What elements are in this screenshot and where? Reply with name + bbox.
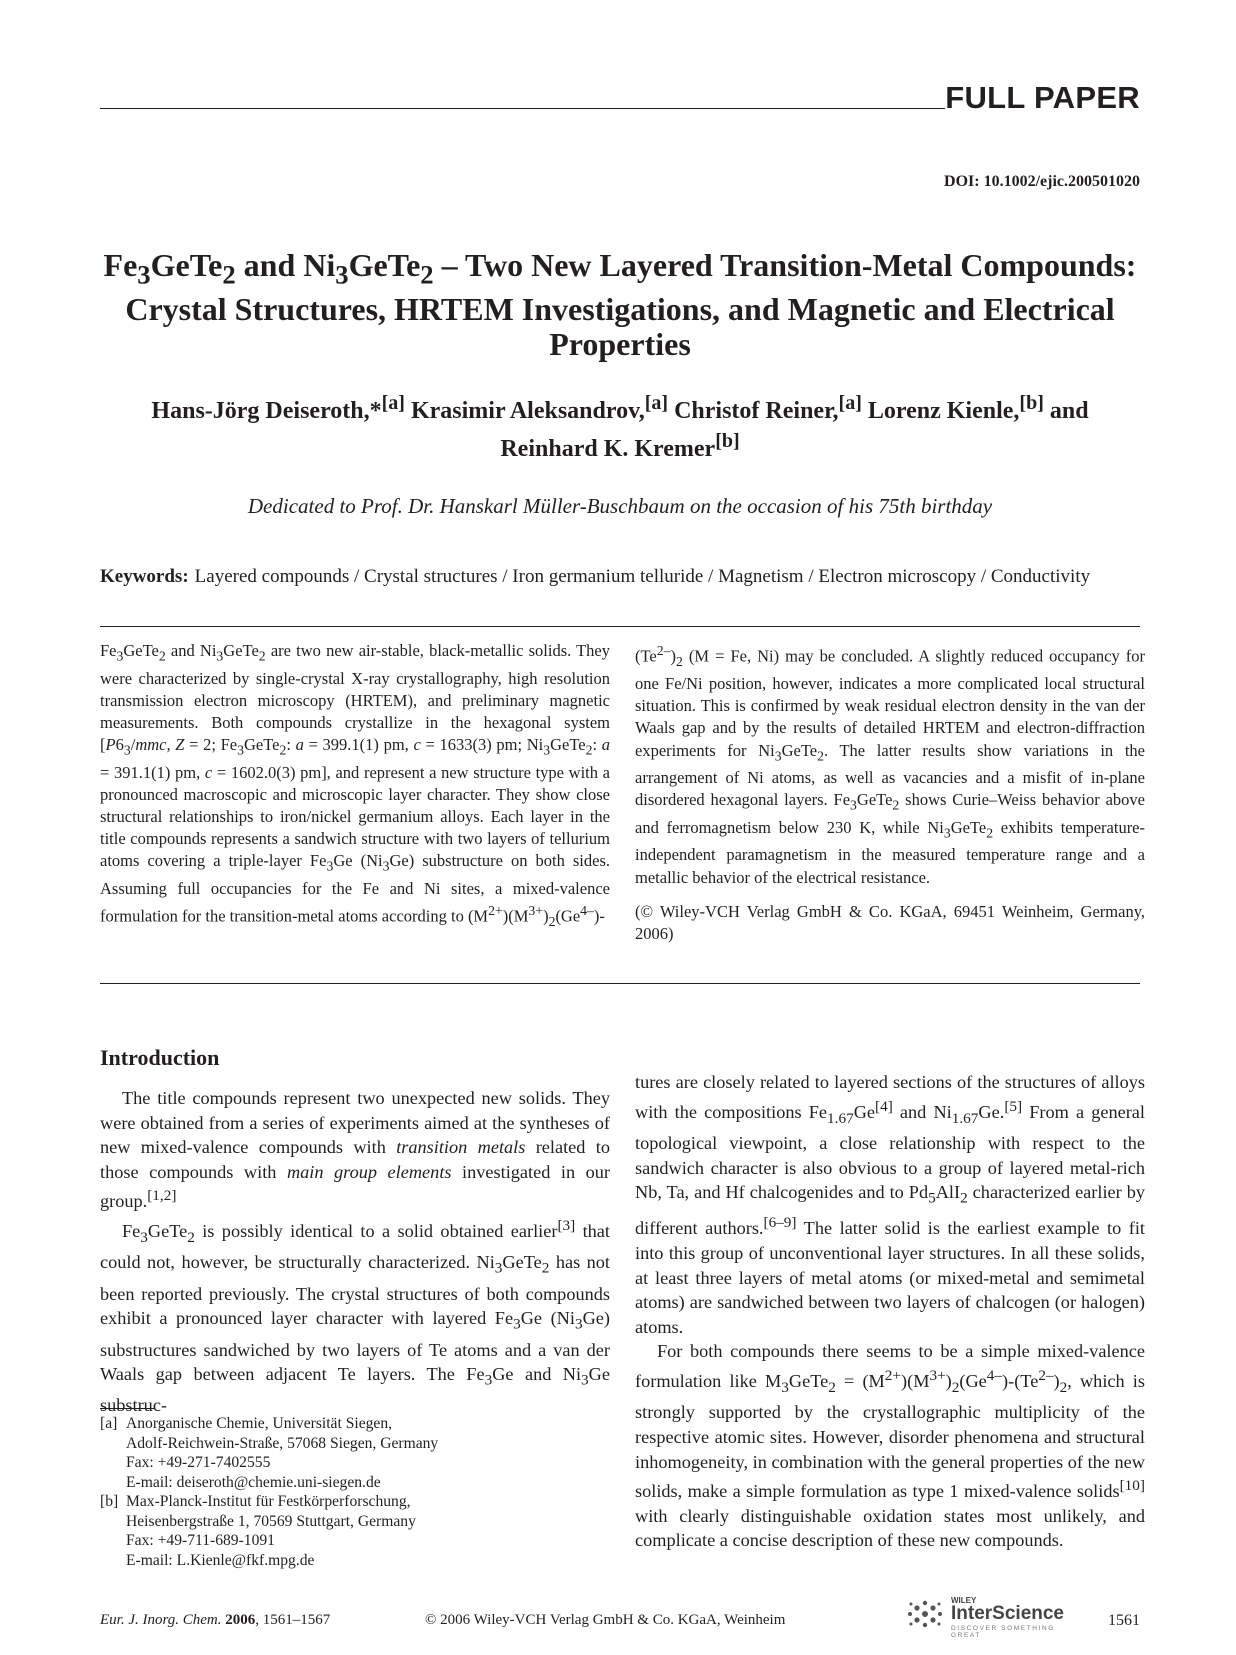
author-name: Krasimir Aleksandrov, bbox=[410, 398, 645, 424]
header-rule bbox=[100, 108, 945, 109]
affiliations bbox=[100, 1414, 620, 1570]
affiliation-line: Anorganische Chemie, Universität Siegen, bbox=[126, 1415, 393, 1432]
citation[interactable]: [10] bbox=[1119, 1477, 1145, 1495]
abstract-bottom-rule bbox=[100, 983, 1140, 984]
abstract-left-column: $Fe_3GeTe_2$ and $Ni_3GeTe_2$ are two new air-stable, black-metallic solids. They were characterized by single-crystal X-ray crystallography, high resolution transmission electron microscopy (HRTEM), and preliminary magnetic measurements. Both compounds crystallize in the hexagonal system [$P6_3$/mmc, Z = 2; $Fe_3GeTe_2$: a = 399.1(1) pm, c = 1633(3) pm; $Ni_3GeTe_2$: a = 391.1(1) pm, c = 1602.0(3) pm], and represent a new structure type with a pronounced macroscopic and microscopic layer character. They show close structural relationships to iron/nickel germanium alloys. Each layer in the title compounds represents a sandwich structure with two layers of tellurium atoms covering a triple-layer $Fe_3Ge$ $(Ni_3Ge)$ substructure on both sides. Assuming full occupancies for the Fe and Ni sites, a mixed-valence formulation for the transition-metal atoms according to $(M^{2+})(M^{3+})_2(Ge^{4-})-$ bbox=[100, 641, 611, 929]
logo-wiley-text: WILEY bbox=[951, 1596, 977, 1605]
doi: DOI: 10.1002/ejic.200501020 bbox=[944, 173, 1140, 190]
body-paragraph: tures are closely related to layered sections of the structures of alloys with the compositions $Fe_{1.67}Ge[4]$ and $Ni_{1.67}Ge.[5]$ From a general topological viewpoint, a close relationship with respect to the sandwich character is also obvious to a group of layered metal-rich Nb, Ta, and Hf chalcogenides and to $Pd_5AlI_2$ characterized earlier by different authors.[6–9] The latter solid is the earliest example to fit into this group of unconventional layer structures. In all these solids, at least three layers of metal atoms (or mixed-metal and semimetal atoms) are sandwiched between two layers of chalcogen (or halogen) atoms. bbox=[635, 1072, 1145, 1337]
keywords-label: Keywords: bbox=[100, 566, 189, 587]
author-affiliation: [a] bbox=[838, 392, 862, 414]
affiliation-line: Adolf-Reichwein-Straße, 57068 Siegen, Germany bbox=[126, 1434, 439, 1452]
body-paragraph: $Fe_3GeTe_2$ is possibly identical to a solid obtained earlier[3] that could not, however, be structurally characterized. $Ni_3GeTe_2$ has not been reported previously. The crystal structures of both compounds exhibit a pronounced layer character with layered $Fe_3Ge$ $(Ni_3Ge)$ substructures sandwiched by two layers of Te atoms and a van der Waals gap between adjacent Te layers. The $Fe_3Ge$ and $Ni_3Ge$ substruc- bbox=[100, 1217, 610, 1416]
journal-citation: Eur. J. Inorg. Chem. 2006, 1561–1567 bbox=[100, 1612, 331, 1628]
affiliation-fax: Fax: +49-271-7402555 bbox=[126, 1454, 271, 1471]
footer-copyright: © 2006 Wiley-VCH Verlag GmbH & Co. KGaA, Weinheim bbox=[425, 1612, 786, 1628]
citation[interactable]: [3] bbox=[557, 1217, 576, 1235]
body-paragraph: For both compounds there seems to be a simple mixed-valence formulation like $M_3GeTe_2 = (M^{2+})(M^{3+})_2(Ge^{4-})-(Te^{2-})_2$, which is strongly supported by the crystallographic multiplicity of the respective atomic sites. However, disorder phenomena and structural inhomogeneity, in combination with the general properties of the new solids, make a simple formulation as type 1 mixed-valence solids[10] with clearly distinguishable oxidation states most unlikely, and complicate a concise description of these new compounds. bbox=[635, 1341, 1145, 1551]
affiliation-email[interactable]: E-mail: L.Kienle@fkf.mpg.de bbox=[126, 1551, 315, 1569]
author-name: Reinhard K. Kremer bbox=[500, 436, 716, 462]
abstract-top-rule bbox=[100, 626, 1140, 627]
logo-brand-text: InterScience bbox=[951, 1603, 1064, 1624]
affiliation-b bbox=[100, 1492, 620, 1570]
author-name: Lorenz Kienle, bbox=[867, 398, 1020, 424]
author-conjunction: and bbox=[1049, 398, 1089, 424]
section-label: FULL PAPER bbox=[945, 80, 1140, 115]
abstract-copyright: (© Wiley-VCH Verlag GmbH & Co. KGaA, 69451 Weinheim, Germany, 2006) bbox=[635, 901, 1145, 943]
keywords-text: Layered compounds / Crystal structures / Iron germanium telluride / Magnetism / Electron microscopy / Conductivity bbox=[194, 566, 1091, 587]
intro-left-column bbox=[100, 1086, 610, 1418]
author-name: Hans-Jörg Deiseroth,* bbox=[151, 398, 382, 424]
intro-right-column bbox=[635, 1070, 1145, 1553]
author-affiliation: [a] bbox=[381, 392, 405, 414]
keywords bbox=[100, 564, 1140, 589]
citation[interactable]: [5] bbox=[1004, 1097, 1023, 1115]
footnote-mark: [a] bbox=[100, 1415, 118, 1432]
logo-tagline: DISCOVER SOMETHING GREAT bbox=[951, 1625, 1055, 1639]
dedication: Dedicated to Prof. Dr. Hanskarl Müller-Buschbaum on the occasion of his 75th birthday bbox=[247, 494, 993, 518]
footnote-mark: [b] bbox=[100, 1493, 119, 1510]
affiliation-email[interactable]: E-mail: deiseroth@chemie.uni-siegen.de bbox=[126, 1473, 381, 1491]
footnote-rule bbox=[100, 1408, 154, 1409]
citation[interactable]: [1,2] bbox=[147, 1187, 177, 1205]
section-heading: Introduction bbox=[100, 1045, 220, 1070]
author-name: Christof Reiner, bbox=[674, 398, 839, 424]
affiliation-fax: Fax: +49-711-689-1091 bbox=[126, 1532, 275, 1549]
article-title: $Fe_3GeTe_2$ and $Ni_3GeTe_2$ – Two New Layered Transition-Metal Compounds: Crystal Structures, HRTEM Investigations, and Magnetic and Electrical Properties bbox=[103, 247, 1137, 363]
citation[interactable]: [4] bbox=[875, 1097, 893, 1115]
affiliation-line: Heisenbergstraße 1, 70569 Stuttgart, Germany bbox=[126, 1512, 416, 1530]
author-affiliation: [b] bbox=[715, 430, 740, 452]
abstract-right-column bbox=[635, 640, 1145, 945]
citation[interactable]: [6–9] bbox=[763, 1214, 797, 1232]
interscience-logo bbox=[905, 1596, 1075, 1639]
page-number: 1561 bbox=[1108, 1612, 1140, 1629]
affiliation-line: Max-Planck-Institut für Festkörperforschung, bbox=[126, 1493, 411, 1510]
abstract-paragraph: $(Te^{2-})_2$ (M = Fe, Ni) may be concluded. A slightly reduced occupancy for one Fe/Ni position, however, indicates a more complicated local structural situation. This is confirmed by weak residual electron density in the van der Waals gap and by the results of detailed HRTEM and electron-diffraction experiments for $Ni_3GeTe_2$. The latter results show variations in the arrangement of Ni atoms, as well as vacancies and a misfit of in-plane disordered hexagonal layers. $Fe_3GeTe_2$ shows Curie–Weiss behavior above and ferromagnetism below 230 K, while $Ni_3GeTe_2$ exhibits temperature-independent paramagnetism in the measured temperature range and a metallic behavior of the electrical resistance. bbox=[635, 643, 1146, 887]
author-list bbox=[100, 388, 1140, 464]
affiliation-a bbox=[100, 1414, 620, 1492]
author-affiliation: [a] bbox=[644, 392, 669, 414]
body-paragraph: The title compounds represent two unexpected new solids. They were obtained from a series of experiments aimed at the syntheses of new mixed-valence compounds with transition metals related to those compounds with main group elements investigated in our group.[1,2] bbox=[100, 1088, 610, 1212]
globe-icon bbox=[905, 1596, 949, 1632]
author-affiliation: [b] bbox=[1019, 392, 1044, 414]
